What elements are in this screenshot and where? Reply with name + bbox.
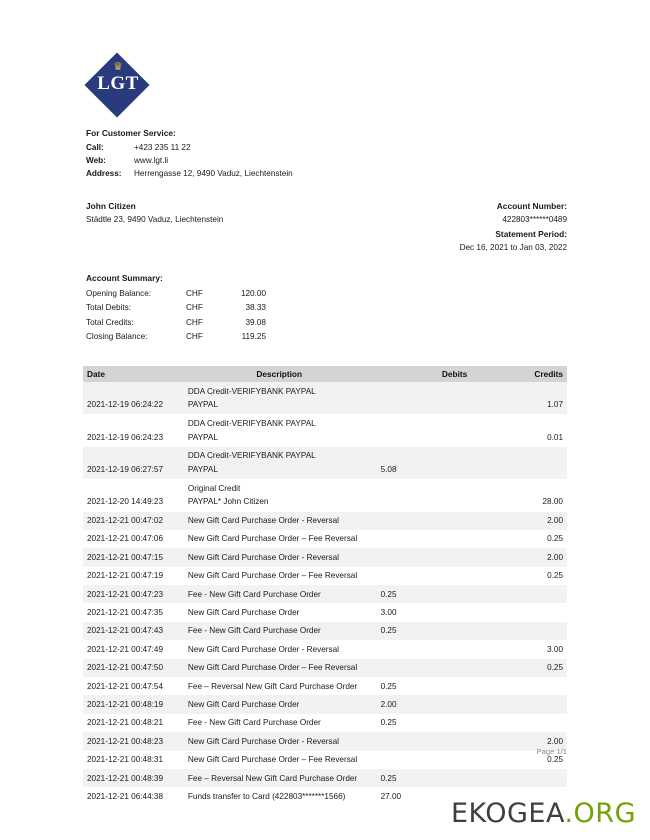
account-summary (86, 271, 266, 345)
account-number-value: 422803******0489 (502, 215, 567, 224)
customer-service-row-call (86, 141, 293, 154)
cell-description: Fee – Reversal New Gift Card Purchase Order (182, 677, 377, 695)
summary-row-closing-balance (86, 330, 266, 345)
cell-date: 2021-12-21 00:47:49 (83, 640, 182, 658)
cell-description: Fee - New Gift Card Purchase Order (182, 622, 377, 640)
call-value: +423 235 11 22 (134, 142, 191, 152)
cell-description: Fee - New Gift Card Purchase Order (182, 585, 377, 603)
closing-balance-currency: CHF (186, 332, 203, 342)
crown-icon: ♛ (113, 61, 123, 73)
page-number: Page 1/1 (536, 747, 567, 756)
table-row (83, 603, 567, 621)
column-header-credits: Credits (481, 366, 567, 382)
transactions-table-body (83, 382, 567, 806)
cell-date: 2021-12-21 00:48:19 (83, 695, 182, 713)
cell-description: New Gift Card Purchase Order – Fee Reversal (182, 567, 377, 585)
table-row (83, 640, 567, 658)
statement-period-label: Statement Period: (495, 229, 567, 239)
opening-balance-amount: 120.00 (240, 288, 266, 298)
total-debits-label: Total Debits: (86, 303, 132, 313)
column-header-date: Date (83, 366, 182, 382)
cell-debit: 5.08 (377, 447, 482, 479)
table-row (83, 622, 567, 640)
cell-debit (377, 548, 482, 566)
cell-description: New Gift Card Purchase Order - Reversal (182, 640, 377, 658)
cell-credit: 0.25 (481, 751, 567, 769)
cell-description: New Gift Card Purchase Order - Reversal (182, 512, 377, 530)
cell-debit: 0.25 (377, 769, 482, 787)
cell-debit: 2.00 (377, 695, 482, 713)
cell-debit (377, 530, 482, 548)
cell-debit: 27.00 (377, 787, 482, 805)
table-row (83, 530, 567, 548)
total-debits-currency: CHF (186, 303, 203, 313)
web-label: Web: (86, 156, 106, 166)
closing-balance-amount: 119.25 (241, 332, 266, 342)
closing-balance-label: Closing Balance: (86, 332, 148, 342)
cell-date: 2021-12-21 00:47:15 (83, 548, 182, 566)
table-row (83, 677, 567, 695)
cell-date: 2021-12-19 06:24:22 (83, 382, 182, 414)
cell-date: 2021-12-21 00:47:23 (83, 585, 182, 603)
table-row (83, 751, 567, 769)
cell-description: New Gift Card Purchase Order - Reversal (182, 548, 377, 566)
cell-date: 2021-12-21 00:47:43 (83, 622, 182, 640)
cell-debit: 0.25 (377, 585, 482, 603)
cell-description: New Gift Card Purchase Order – Fee Reversal (182, 530, 377, 548)
cell-credit (481, 677, 567, 695)
cell-debit (377, 751, 482, 769)
table-row (83, 659, 567, 677)
cell-credit: 2.00 (481, 548, 567, 566)
cell-date: 2021-12-21 00:48:23 (83, 732, 182, 750)
cell-credit (481, 769, 567, 787)
cell-debit (377, 414, 482, 446)
table-row (83, 567, 567, 585)
table-row (83, 769, 567, 787)
table-row (83, 714, 567, 732)
cell-date: 2021-12-21 00:47:50 (83, 659, 182, 677)
cell-date: 2021-12-21 00:47:54 (83, 677, 182, 695)
cell-credit (481, 714, 567, 732)
cell-debit (377, 659, 482, 677)
table-row (83, 732, 567, 750)
watermark-tld: .ORG (564, 798, 636, 829)
logo-wordmark: LGT (97, 73, 139, 94)
cell-description: Fee – Reversal New Gift Card Purchase Order (182, 769, 377, 787)
table-row (83, 695, 567, 713)
cell-credit: 2.00 (481, 732, 567, 750)
cell-date: 2021-12-19 06:27:57 (83, 447, 182, 479)
cell-debit: 0.25 (377, 677, 482, 695)
cell-credit: 0.25 (481, 659, 567, 677)
summary-row-total-credits (86, 316, 266, 331)
table-row (83, 447, 567, 479)
cell-date: 2021-12-21 00:47:06 (83, 530, 182, 548)
web-value[interactable]: www.lgt.li (134, 156, 169, 166)
table-row (83, 512, 567, 530)
cell-credit: 28.00 (481, 479, 567, 511)
cell-debit (377, 479, 482, 511)
cell-description: Fee - New Gift Card Purchase Order (182, 714, 377, 732)
lgt-logo (86, 54, 150, 118)
cell-date: 2021-12-21 00:47:35 (83, 603, 182, 621)
cell-date: 2021-12-21 00:47:02 (83, 512, 182, 530)
cell-description: DDA Credit-VERIFYBANK PAYPAL PAYPAL (182, 414, 377, 446)
customer-service-block (86, 127, 293, 181)
cell-debit (377, 640, 482, 658)
cell-description: Original Credit PAYPAL* John Citizen (182, 479, 377, 511)
cell-credit (481, 585, 567, 603)
summary-row-total-debits (86, 301, 266, 316)
total-credits-amount: 39.08 (245, 317, 266, 327)
cell-date: 2021-12-21 00:47:19 (83, 567, 182, 585)
cell-description: DDA Credit-VERIFYBANK PAYPAL PAYPAL (182, 382, 377, 414)
customer-service-row-web (86, 154, 293, 167)
customer-name: John Citizen (86, 201, 136, 211)
cell-debit: 3.00 (377, 603, 482, 621)
cell-debit: 0.25 (377, 622, 482, 640)
customer-address: Städtle 23, 9490 Vaduz, Liechtenstein (86, 215, 224, 224)
cell-credit: 0.25 (481, 530, 567, 548)
total-debits-amount: 38.33 (245, 303, 266, 313)
site-watermark (451, 798, 636, 829)
transactions-table (83, 366, 567, 806)
address-label: Address: (86, 169, 122, 179)
cell-description: New Gift Card Purchase Order (182, 695, 377, 713)
customer-service-title: For Customer Service: (86, 128, 176, 138)
cell-debit (377, 732, 482, 750)
address-value: Herrengasse 12, 9490 Vaduz, Liechtenstein (134, 169, 293, 179)
statement-period-value: Dec 16, 2021 to Jan 03, 2022 (459, 243, 567, 252)
cell-credit: 3.00 (481, 640, 567, 658)
cell-date: 2021-12-21 00:48:31 (83, 751, 182, 769)
table-row (83, 382, 567, 414)
account-number-label: Account Number: (496, 201, 567, 211)
column-header-debits: Debits (377, 366, 482, 382)
cell-date: 2021-12-21 06:44:38 (83, 787, 182, 805)
table-row (83, 548, 567, 566)
cell-credit: 2.00 (481, 512, 567, 530)
cell-date: 2021-12-21 00:48:21 (83, 714, 182, 732)
cell-date: 2021-12-19 06:24:23 (83, 414, 182, 446)
total-credits-currency: CHF (186, 317, 203, 327)
opening-balance-label: Opening Balance: (86, 288, 152, 298)
cell-credit (481, 447, 567, 479)
cell-description: Funds transfer to Card (422803*******1566) (182, 787, 377, 805)
column-header-description: Description (182, 366, 377, 382)
cell-credit (481, 695, 567, 713)
cell-description: DDA Credit-VERIFYBANK PAYPAL PAYPAL (182, 447, 377, 479)
account-block (460, 199, 567, 255)
cell-description: New Gift Card Purchase Order – Fee Reversal (182, 751, 377, 769)
cell-credit: 1.07 (481, 382, 567, 414)
cell-date: 2021-12-21 00:48:39 (83, 769, 182, 787)
summary-row-opening-balance (86, 287, 266, 302)
cell-credit (481, 603, 567, 621)
watermark-name: EKOGEA (450, 798, 565, 829)
customer-block (86, 199, 223, 227)
cell-credit (481, 622, 567, 640)
cell-credit: 0.25 (481, 567, 567, 585)
cell-date: 2021-12-20 14:49:23 (83, 479, 182, 511)
transactions-table-head (83, 366, 567, 382)
cell-debit (377, 512, 482, 530)
cell-debit (377, 567, 482, 585)
customer-service-row-address (86, 167, 293, 180)
table-row (83, 585, 567, 603)
opening-balance-currency: CHF (186, 288, 203, 298)
cell-description: New Gift Card Purchase Order – Fee Reversal (182, 659, 377, 677)
table-row (83, 479, 567, 511)
cell-description: New Gift Card Purchase Order (182, 603, 377, 621)
cell-description: New Gift Card Purchase Order - Reversal (182, 732, 377, 750)
transactions-header-row (83, 366, 567, 382)
cell-credit: 0.01 (481, 414, 567, 446)
cell-debit: 0.25 (377, 714, 482, 732)
call-label: Call: (86, 142, 104, 152)
table-row (83, 414, 567, 446)
account-summary-title: Account Summary: (86, 273, 163, 283)
total-credits-label: Total Credits: (86, 317, 134, 327)
cell-debit (377, 382, 482, 414)
